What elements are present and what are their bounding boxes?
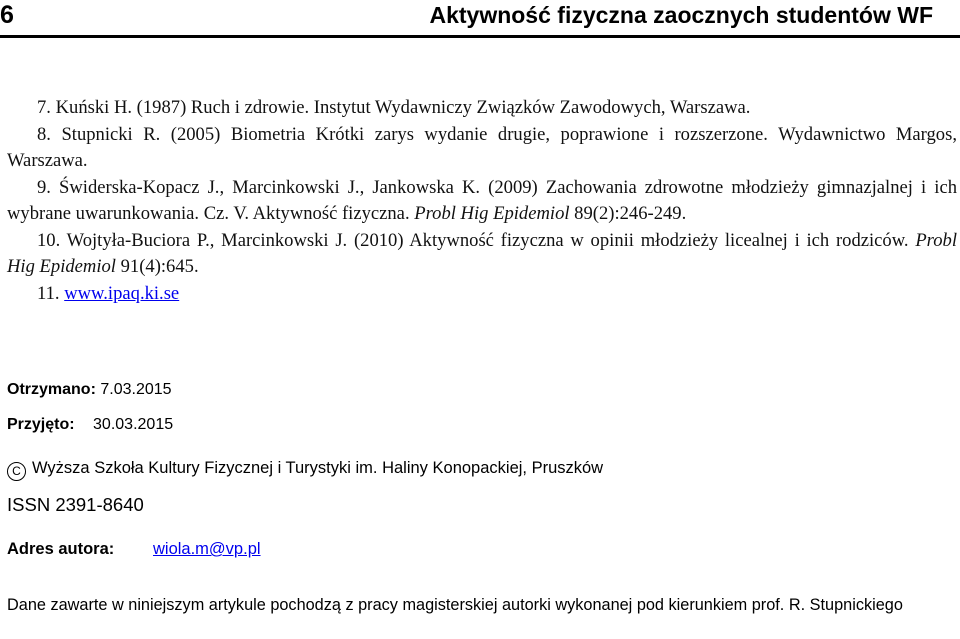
reference-pages: 89(2):246-249. <box>569 203 687 224</box>
accepted-label: Przyjęto: <box>7 416 75 433</box>
journal-name: Probl Hig Epidemiol <box>414 203 570 224</box>
footnote: Dane zawarte w niniejszym artykule pochodzą z pracy magisterskiej autorki wykonanej pod kierunkiem prof. R. Stupnickiego <box>7 596 903 614</box>
reference-item <box>7 175 957 228</box>
reference-text: 7. Kuński H. (1987) Ruch i zdrowie. Instytut Wydawniczy Związków Zawodowych, Warszawa. <box>37 97 751 118</box>
reference-item <box>7 228 957 281</box>
author-email-link[interactable]: wiola.m@vp.pl <box>153 540 261 558</box>
header-rule <box>0 35 960 38</box>
reference-text: 8. Stupnicki R. (2005) Biometria Krótki zarys wydanie drugie, poprawione i rozszerzone. Wydawnictwo Margos, Warszawa. <box>7 123 957 171</box>
copyright-text: Wyższa Szkoła Kultury Fizycznej i Turystyki im. Haliny Konopackiej, Pruszków <box>32 459 604 477</box>
copyright-line <box>7 459 603 481</box>
received-line <box>7 381 172 399</box>
author-label: Adres autora: <box>7 540 115 558</box>
reference-text: 9. Świderska-Kopacz J., Marcinkowski J., Jankowska K. (2009) Zachowania zdrowotne młodzieży gimnazjalnej i ich wybrane uwarunkowania. Cz. V. Aktywność fizyczna. <box>7 176 957 224</box>
running-title: Aktywność fizyczna zaocznych studentów WF <box>429 2 933 28</box>
reference-text: 10. Wojtyła-Buciora P., Marcinkowski J. (2010) Aktywność fizyczna w opinii młodzieży licealnej i ich rodziców. <box>37 229 916 251</box>
received-label: Otrzymano: <box>7 381 96 398</box>
copyright-icon: C <box>7 462 26 481</box>
issn: ISSN 2391-8640 <box>7 494 144 515</box>
reference-item <box>7 122 957 175</box>
page-header <box>0 0 960 36</box>
reference-pages: 91(4):645. <box>115 256 199 277</box>
reference-list <box>7 95 957 307</box>
accepted-line <box>7 416 173 434</box>
reference-item <box>7 281 957 308</box>
reference-text: 11. <box>37 282 65 304</box>
page-number: 6 <box>0 1 14 29</box>
received-date: 7.03.2015 <box>100 381 172 398</box>
journal-name: Probl Hig Epidemiol <box>7 229 957 277</box>
reference-link[interactable]: www.ipaq.ki.se <box>64 282 180 304</box>
accepted-date: 30.03.2015 <box>93 416 174 433</box>
reference-item <box>7 95 957 122</box>
author-address <box>7 540 261 559</box>
